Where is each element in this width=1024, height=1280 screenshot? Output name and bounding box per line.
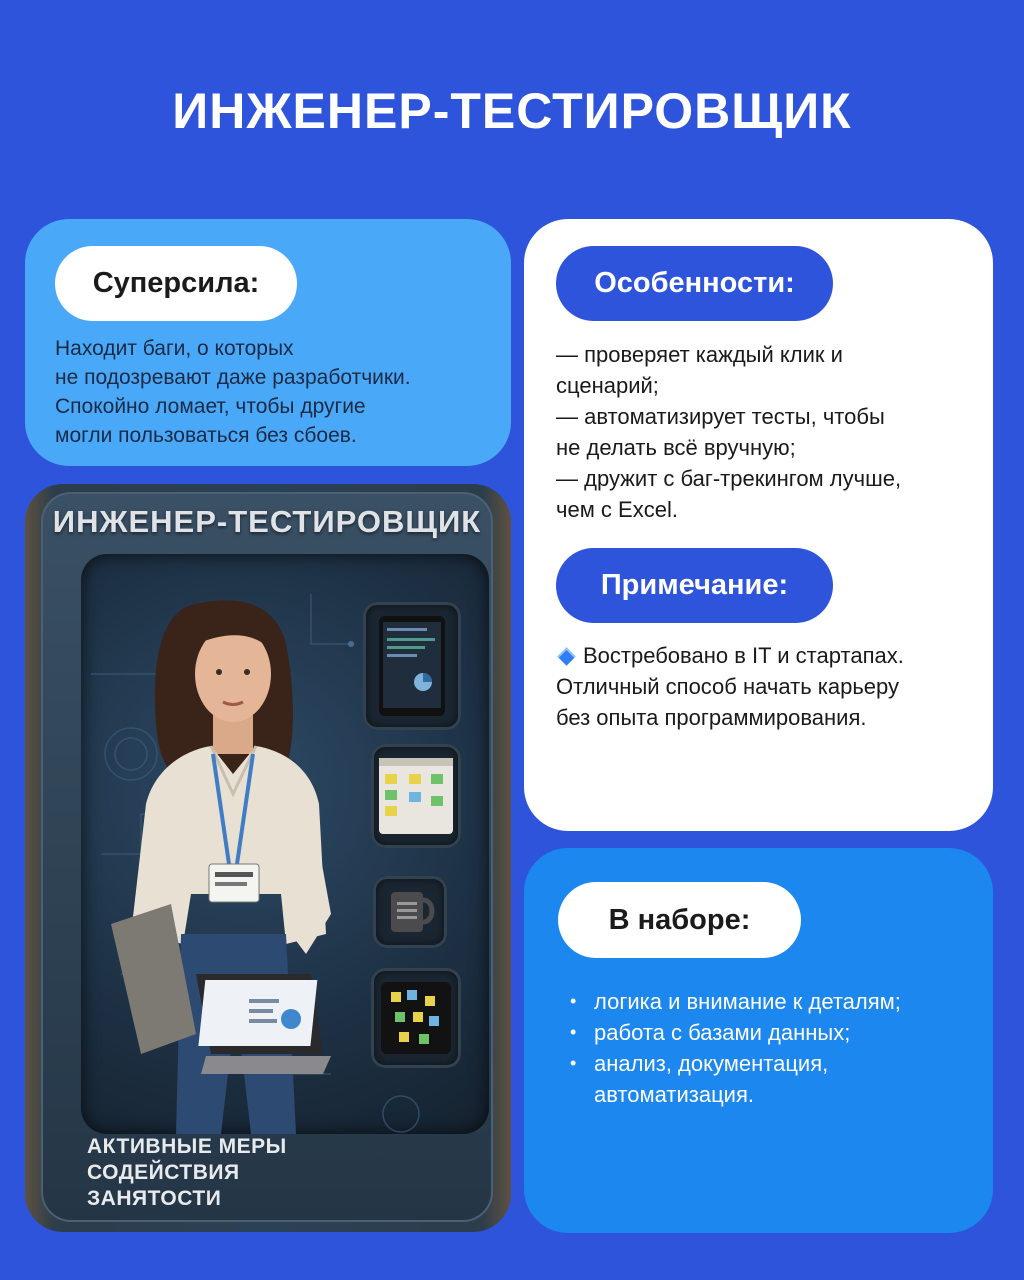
sticky-notes-slot	[371, 968, 461, 1068]
kanban-board-icon	[371, 744, 461, 848]
superpower-line: Спокойно ломает, чтобы другие	[55, 395, 366, 418]
mug-icon	[373, 876, 447, 948]
kit-item: • анализ, документация, автоматизация.	[570, 1048, 980, 1110]
kit-card	[524, 848, 993, 1233]
features-line: — автоматизирует тесты, чтобы	[556, 404, 885, 429]
superpower-line: могли пользоваться без сбоев.	[55, 424, 357, 447]
poster-title: ИНЖЕНЕР-ТЕСТИРОВЩИК	[52, 504, 482, 539]
diamond-icon	[557, 647, 575, 665]
kit-heading: В наборе:	[558, 882, 801, 958]
kit-list	[570, 986, 980, 1110]
note-heading: Примечание:	[556, 548, 833, 623]
superpower-line: не подозревают даже разработчики.	[55, 366, 411, 389]
superpower-text	[55, 334, 485, 450]
features-line: — проверяет каждый клик и	[556, 342, 843, 367]
superpower-heading: Суперсила:	[55, 246, 297, 321]
superpower-card	[25, 219, 511, 466]
note-line: Отличный способ начать карьеру	[556, 674, 900, 699]
poster-image	[25, 484, 511, 1232]
note-line: без опыта программирования.	[556, 705, 867, 730]
note-line: Востребовано в IT и стартапах.	[583, 643, 904, 668]
features-heading: Особенности:	[556, 246, 833, 321]
features-text	[556, 339, 976, 525]
kit-item: • работа с базами данных;	[570, 1017, 980, 1048]
sticky-notes-icon	[371, 968, 461, 1068]
note-text	[556, 640, 976, 733]
features-line: чем с Excel.	[556, 497, 678, 522]
kanban-slot	[371, 744, 461, 848]
features-line: — дружит с баг-трекингом лучше,	[556, 466, 902, 491]
poster-display-case	[81, 554, 489, 1134]
tester-figure	[101, 574, 361, 1134]
features-line: не делать всё вручную;	[556, 435, 796, 460]
poster-footer: АКТИВНЫЕ МЕРЫ СОДЕЙСТВИЯ ЗАНЯТОСТИ	[87, 1135, 287, 1210]
kit-item: • логика и внимание к деталям;	[570, 986, 980, 1017]
tablet-slot	[363, 602, 461, 730]
page-title: ИНЖЕНЕР-ТЕСТИРОВЩИК	[172, 83, 852, 139]
features-card	[524, 219, 993, 831]
mug-slot	[373, 876, 447, 948]
poster-frame	[41, 492, 493, 1222]
features-line: сценарий;	[556, 373, 659, 398]
superpower-line: Находит баги, о которых	[55, 337, 294, 360]
tablet-icon	[363, 602, 461, 730]
